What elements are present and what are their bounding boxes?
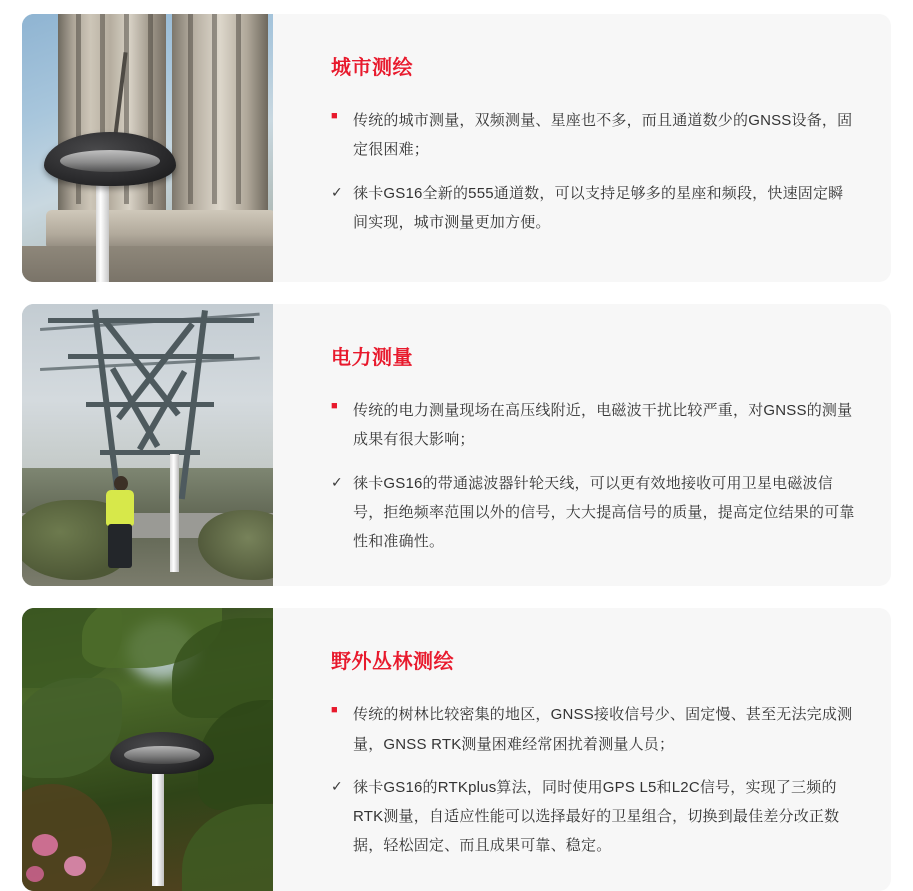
section-card-power-surveying [22,304,891,586]
list-item [331,396,857,455]
photo-safety-vest [106,490,134,526]
list-item-text: 徕卡GS16全新的555通道数，可以支持足够多的星座和频段，快速固定瞬间实现，城市测量更加方便。 [353,184,844,231]
check-bullet-icon: ✓ [331,777,343,794]
photo-survey-pole [170,454,179,572]
photo-column-groove [236,14,241,204]
list-item [331,773,857,861]
list-item [331,469,857,557]
section-title: 电力测量 [331,347,413,369]
photo-transmission-tower [40,310,258,500]
list-item-text: 传统的树林比较密集的地区，GNSS接收信号少、固定慢、甚至无法完成测量，GNSS RTK测量困难经常困扰着测量人员； [353,706,853,753]
section-body-jungle-surveying [273,608,891,890]
photo-column-capital [46,210,273,250]
photo-gnss-antenna [110,732,214,774]
photo-column-groove [188,14,193,204]
section-image-urban-surveying [22,14,273,282]
photo-foliage [182,804,273,890]
list-item [331,700,857,759]
section-title: 城市测绘 [331,57,413,79]
square-bullet-icon: ■ [331,400,338,412]
section-body-urban-surveying [273,14,891,282]
list-item-text: 传统的电力测量现场在高压线附近，电磁波干扰比较严重，对GNSS的测量成果有很大影响； [353,402,853,449]
list-item [331,179,857,238]
section-title: 野外丛林测绘 [331,651,454,674]
list-item-text: 徕卡GS16的带通滤波器针轮天线，可以更有效地接收可用卫星电磁波信号，拒绝频率范围以外的信号，大大提高信号的质量，提高定位结果的可靠性和准确性。 [353,474,855,550]
photo-foliage [22,678,122,778]
section-image-power-surveying [22,304,273,586]
photo-antenna-ring [60,150,160,172]
square-bullet-icon: ■ [331,110,338,122]
section-bullet-list [331,396,857,556]
section-image-jungle-surveying [22,608,273,890]
list-item-text: 徕卡GS16的RTKplus算法，同时使用GPS L5和L2C信号，实现了三频的RTK测量，自适应性能可以选择最好的卫星组合，切换到最佳差分改正数据，轻松固定、而且成果可靠、稳定。 [353,778,840,855]
section-body-power-surveying [273,304,891,586]
photo-surveyor [100,476,140,568]
photo-antenna-ring [124,746,200,764]
section-card-urban-surveying [22,14,891,282]
square-bullet-icon: ■ [331,704,338,717]
photo-survey-pole [96,178,109,282]
section-bullet-list [331,106,857,237]
photo-column-groove [212,14,217,204]
list-item [331,106,857,165]
document-page [0,14,913,872]
check-bullet-icon: ✓ [331,473,343,490]
photo-ground [22,246,273,282]
list-item-text: 传统的城市测量，双频测量、星座也不多，而且通道数少的GNSS设备，固定很困难； [353,112,853,159]
photo-survey-pole [152,758,164,886]
section-bullet-list [331,700,857,860]
check-bullet-icon: ✓ [331,183,343,200]
photo-surveyor-head [114,476,128,491]
section-card-jungle-surveying [22,608,891,890]
photo-surveyor-legs [108,524,132,568]
